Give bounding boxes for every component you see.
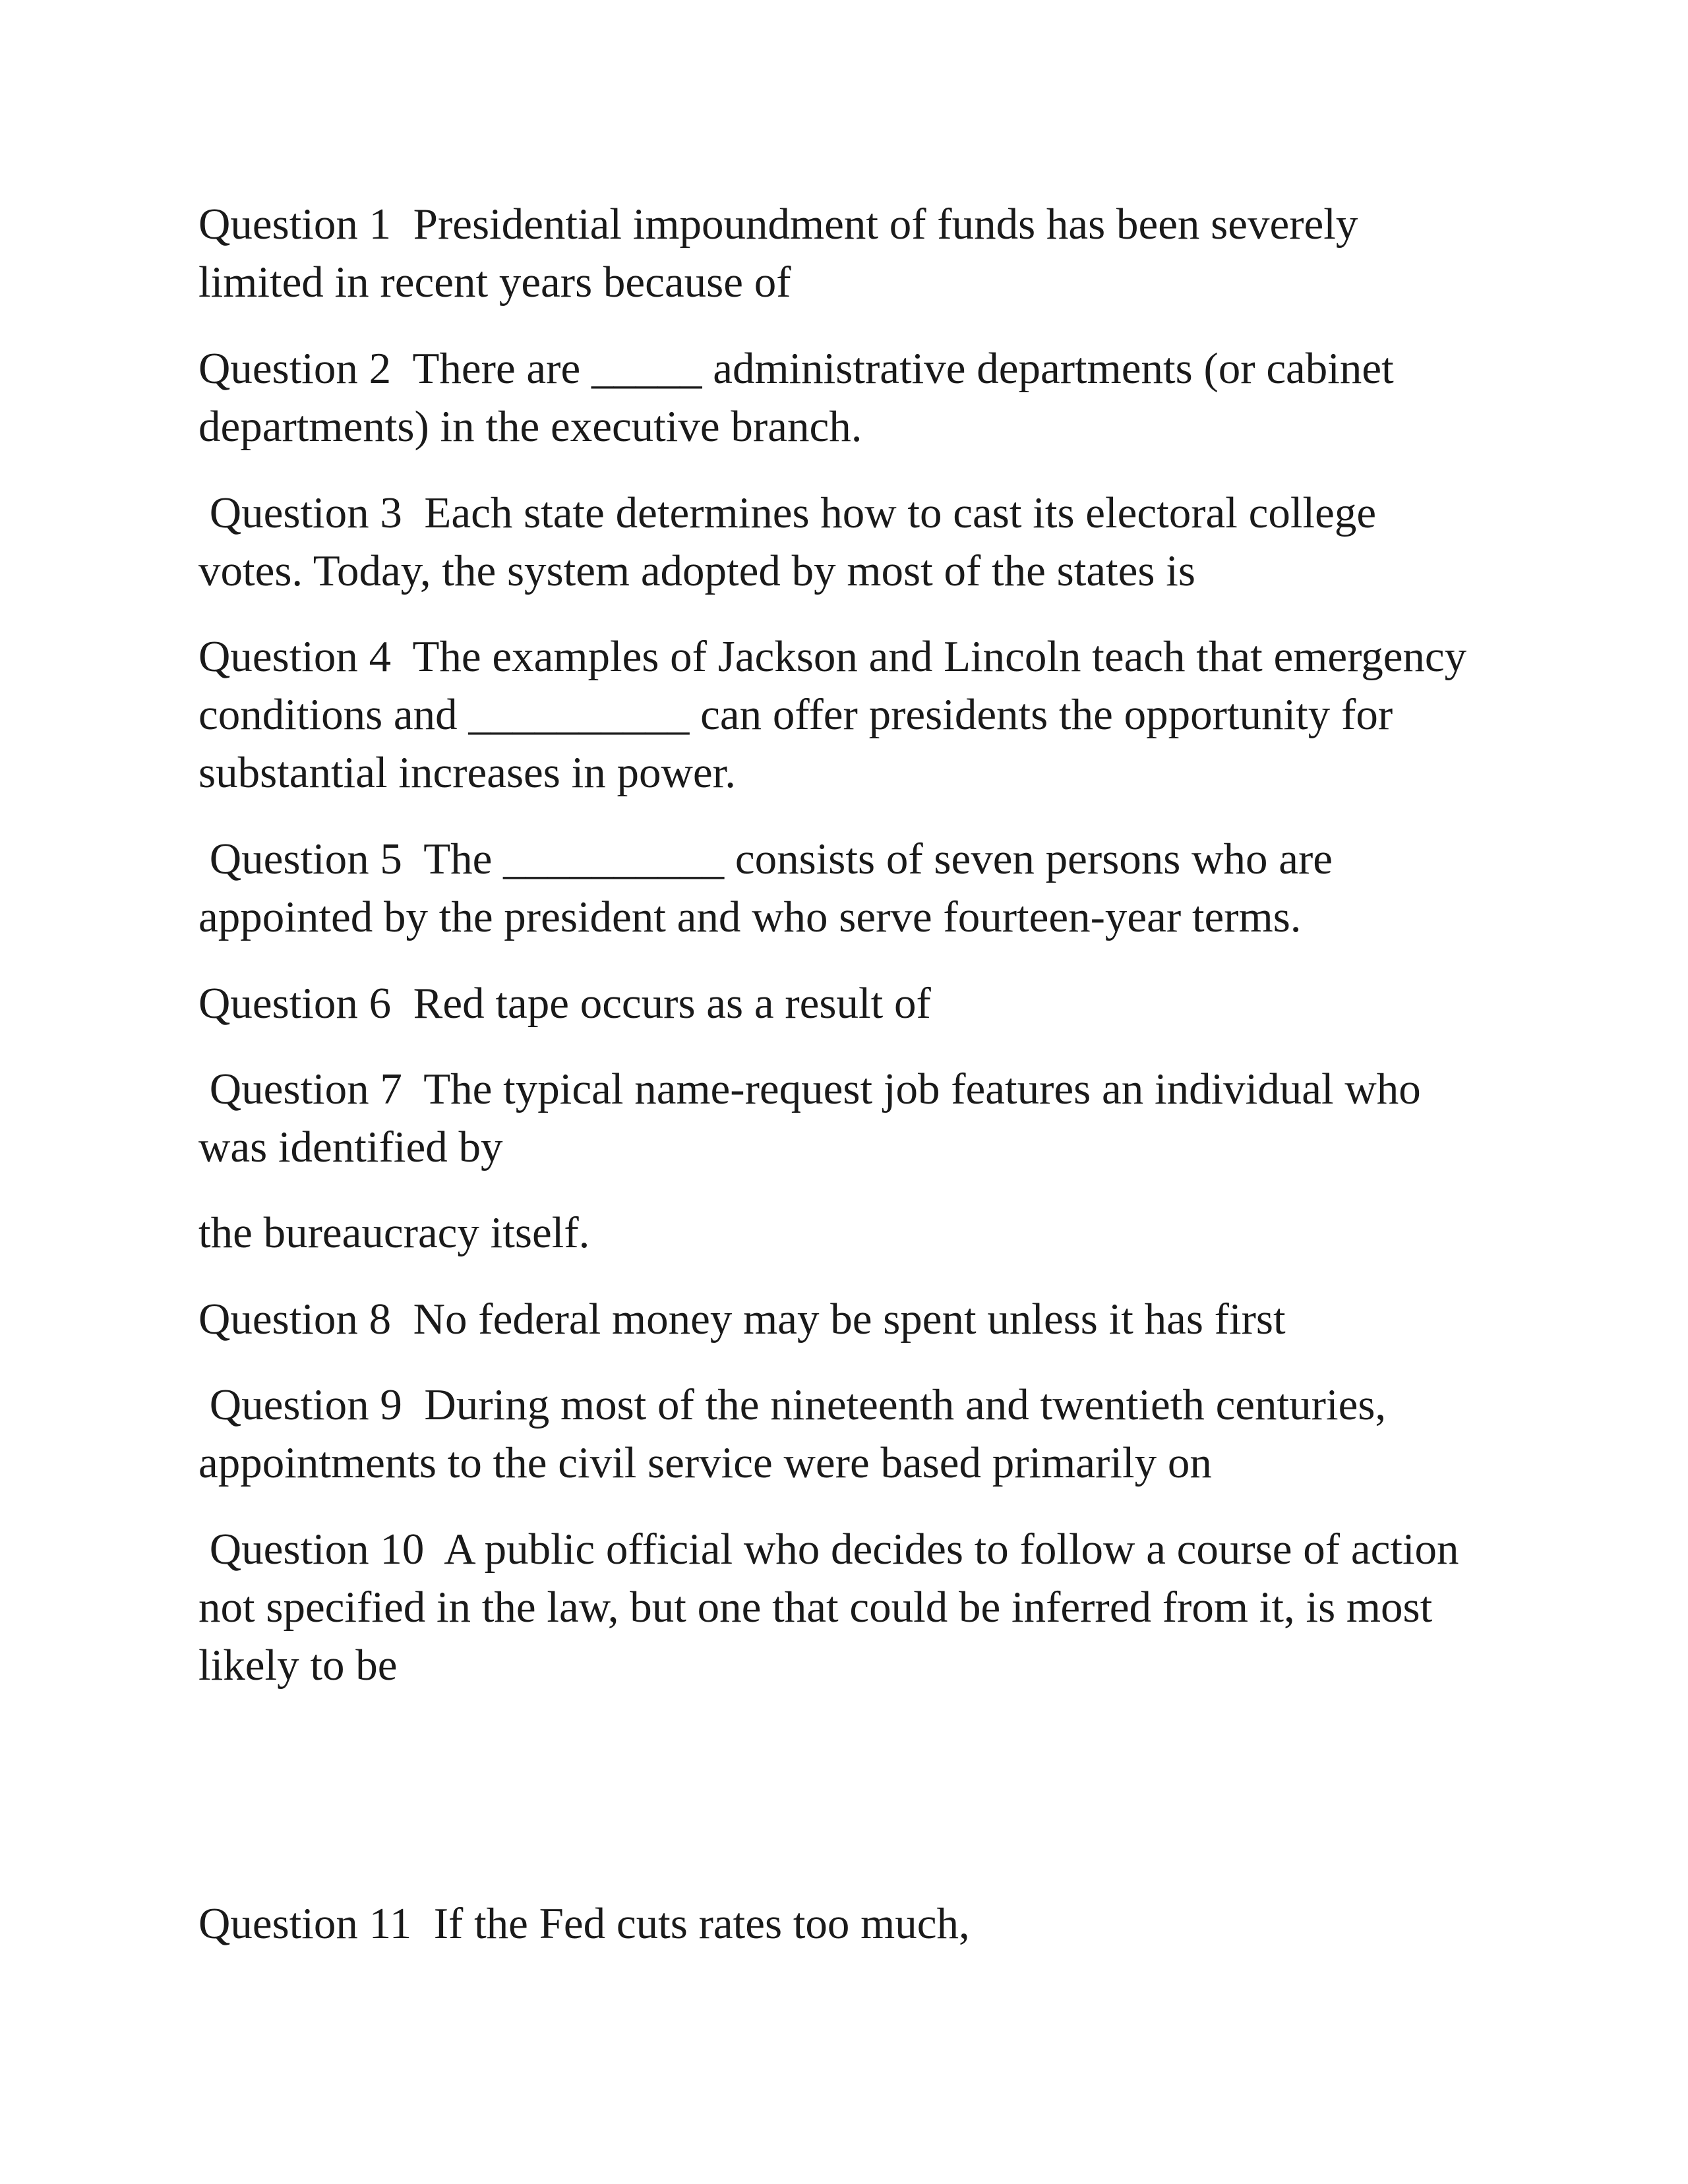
question-4-line-3: substantial increases in power. (198, 748, 736, 797)
question-11-line-1: Question 11 If the Fed cuts rates too much, (198, 1899, 970, 1948)
question-3-line-1: Question 3 Each state determines how to cast its electoral college (198, 488, 1377, 537)
question-2-line-1: Question 2 There are _____ administrative departments (or cabinet (198, 344, 1394, 393)
question-7-line-3: the bureaucracy itself. (198, 1208, 590, 1257)
question-10-line-1: Question 10 A public official who decides to follow a course of action (198, 1525, 1459, 1574)
question-2-line-2: departments) in the executive branch. (198, 402, 862, 451)
question-6-line-1: Question 6 Red tape occurs as a result of (198, 979, 931, 1028)
question-7-line-2: was identified by (198, 1123, 503, 1171)
question-10-line-3: likely to be (198, 1641, 398, 1690)
question-10-line-2: not specified in the law, but one that could be inferred from it, is most (198, 1583, 1433, 1632)
question-5-line-2: appointed by the president and who serve fourteen-year terms. (198, 893, 1302, 941)
question-9-line-1: Question 9 During most of the nineteenth and twentieth centuries, (198, 1380, 1387, 1429)
question-1-line-1: Question 1 Presidential impoundment of funds has been severely (198, 200, 1358, 249)
question-7-line-1: Question 7 The typical name-request job features an individual who (198, 1065, 1421, 1113)
question-5-line-1: Question 5 The __________ consists of seven persons who are (198, 835, 1333, 883)
question-4-line-1: Question 4 The examples of Jackson and Lincoln teach that emergency (198, 632, 1467, 681)
question-4-line-2: conditions and __________ can offer presidents the opportunity for (198, 690, 1393, 739)
question-3-line-2: votes. Today, the system adopted by most of the states is (198, 546, 1195, 595)
question-9-line-2: appointments to the civil service were based primarily on (198, 1438, 1212, 1487)
question-1-line-2: limited in recent years because of (198, 258, 791, 307)
question-8-line-1: Question 8 No federal money may be spent unless it has first (198, 1295, 1286, 1343)
